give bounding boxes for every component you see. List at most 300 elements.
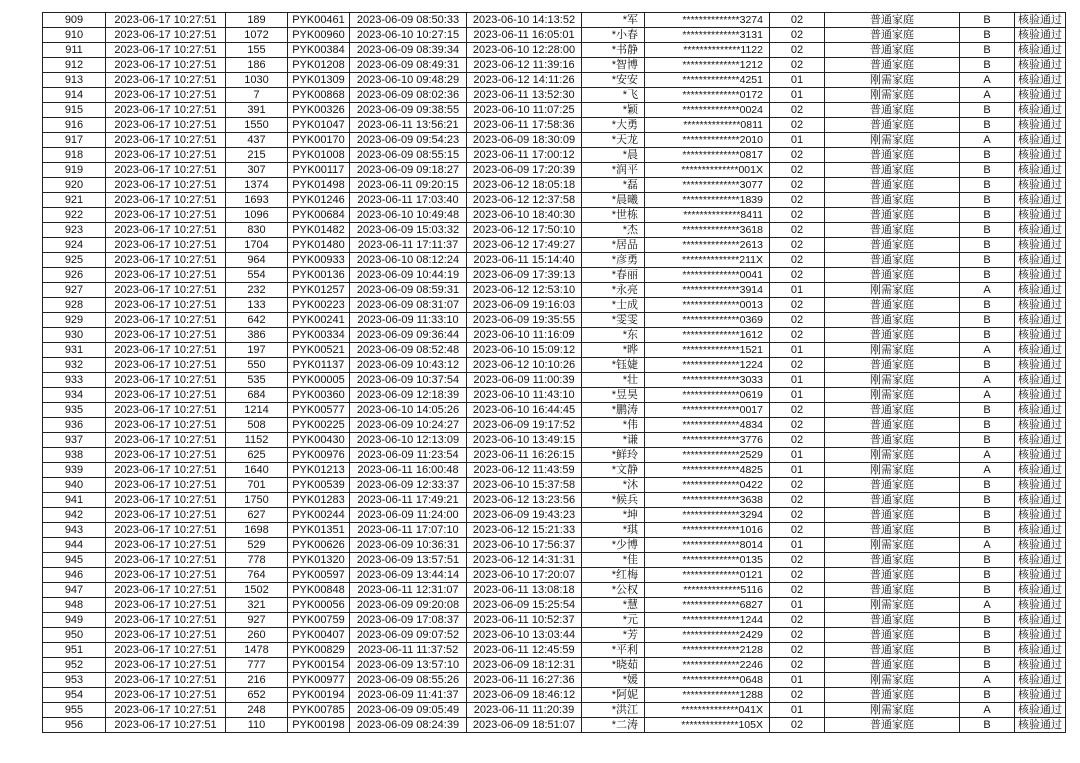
status-cell: 核验通过 <box>1015 43 1066 58</box>
count-cell: 02 <box>770 403 825 418</box>
table-row <box>43 343 1066 358</box>
count-cell: 02 <box>770 583 825 598</box>
status-cell: 核验通过 <box>1015 478 1066 493</box>
count-cell: 02 <box>770 148 825 163</box>
register-time-cell: 2023-06-09 08:39:34 <box>350 43 467 58</box>
table-row <box>43 418 1066 433</box>
review-time-cell: 2023-06-12 17:49:27 <box>467 238 582 253</box>
seq-cell: 924 <box>43 238 106 253</box>
count-cell: 01 <box>770 673 825 688</box>
seq-cell: 937 <box>43 433 106 448</box>
time-cell: 2023-06-17 10:27:51 <box>106 553 226 568</box>
seq-cell: 930 <box>43 328 106 343</box>
table-row <box>43 508 1066 523</box>
class-cell: B <box>960 193 1015 208</box>
queue-code-cell: PYK01480 <box>288 238 350 253</box>
family-type-cell: 刚需家庭 <box>825 673 960 688</box>
review-time-cell: 2023-06-11 16:05:01 <box>467 28 582 43</box>
queue-code-cell: PYK00868 <box>288 88 350 103</box>
class-cell: A <box>960 388 1015 403</box>
register-time-cell: 2023-06-09 08:02:36 <box>350 88 467 103</box>
seq-cell: 909 <box>43 13 106 28</box>
review-time-cell: 2023-06-09 19:16:03 <box>467 298 582 313</box>
count-cell: 02 <box>770 568 825 583</box>
status-cell: 核验通过 <box>1015 703 1066 718</box>
class-cell: B <box>960 103 1015 118</box>
count-cell: 02 <box>770 238 825 253</box>
number-cell: 701 <box>226 478 288 493</box>
time-cell: 2023-06-17 10:27:51 <box>106 298 226 313</box>
review-time-cell: 2023-06-10 11:07:25 <box>467 103 582 118</box>
number-cell: 684 <box>226 388 288 403</box>
number-cell: 554 <box>226 268 288 283</box>
time-cell: 2023-06-17 10:27:51 <box>106 463 226 478</box>
time-cell: 2023-06-17 10:27:51 <box>106 673 226 688</box>
number-cell: 1550 <box>226 118 288 133</box>
number-cell: 535 <box>226 373 288 388</box>
id-number-cell: **************3638 <box>645 493 770 508</box>
id-number-cell: **************1288 <box>645 688 770 703</box>
review-time-cell: 2023-06-09 18:30:09 <box>467 133 582 148</box>
seq-cell: 927 <box>43 283 106 298</box>
class-cell: B <box>960 583 1015 598</box>
table-row <box>43 688 1066 703</box>
number-cell: 964 <box>226 253 288 268</box>
id-number-cell: **************3294 <box>645 508 770 523</box>
seq-cell: 948 <box>43 598 106 613</box>
register-time-cell: 2023-06-09 11:33:10 <box>350 313 467 328</box>
number-cell: 1640 <box>226 463 288 478</box>
review-time-cell: 2023-06-09 17:39:13 <box>467 268 582 283</box>
status-cell: 核验通过 <box>1015 523 1066 538</box>
seq-cell: 932 <box>43 358 106 373</box>
count-cell: 02 <box>770 328 825 343</box>
class-cell: B <box>960 508 1015 523</box>
review-time-cell: 2023-06-11 17:00:12 <box>467 148 582 163</box>
class-cell: B <box>960 163 1015 178</box>
count-cell: 02 <box>770 688 825 703</box>
name-cell: *阿妮 <box>582 688 645 703</box>
table-body <box>43 13 1066 733</box>
name-cell: *坤 <box>582 508 645 523</box>
number-cell: 260 <box>226 628 288 643</box>
class-cell: B <box>960 493 1015 508</box>
count-cell: 02 <box>770 718 825 733</box>
status-cell: 核验通过 <box>1015 508 1066 523</box>
family-type-cell: 刚需家庭 <box>825 73 960 88</box>
class-cell: A <box>960 283 1015 298</box>
name-cell: *媛 <box>582 673 645 688</box>
queue-code-cell: PYK01246 <box>288 193 350 208</box>
name-cell: *洪江 <box>582 703 645 718</box>
review-time-cell: 2023-06-09 19:17:52 <box>467 418 582 433</box>
time-cell: 2023-06-17 10:27:51 <box>106 313 226 328</box>
seq-cell: 917 <box>43 133 106 148</box>
time-cell: 2023-06-17 10:27:51 <box>106 118 226 133</box>
seq-cell: 933 <box>43 373 106 388</box>
id-number-cell: **************0041 <box>645 268 770 283</box>
class-cell: B <box>960 328 1015 343</box>
seq-cell: 951 <box>43 643 106 658</box>
queue-code-cell: PYK00626 <box>288 538 350 553</box>
table-row <box>43 703 1066 718</box>
seq-cell: 946 <box>43 568 106 583</box>
review-time-cell: 2023-06-09 18:46:12 <box>467 688 582 703</box>
status-cell: 核验通过 <box>1015 88 1066 103</box>
id-number-cell: **************041X <box>645 703 770 718</box>
number-cell: 1704 <box>226 238 288 253</box>
name-cell: *颖 <box>582 103 645 118</box>
id-number-cell: **************3033 <box>645 373 770 388</box>
table-row <box>43 58 1066 73</box>
time-cell: 2023-06-17 10:27:51 <box>106 88 226 103</box>
count-cell: 02 <box>770 478 825 493</box>
time-cell: 2023-06-17 10:27:51 <box>106 688 226 703</box>
id-number-cell: **************4834 <box>645 418 770 433</box>
status-cell: 核验通过 <box>1015 433 1066 448</box>
class-cell: B <box>960 628 1015 643</box>
id-number-cell: **************0422 <box>645 478 770 493</box>
seq-cell: 940 <box>43 478 106 493</box>
name-cell: *军 <box>582 13 645 28</box>
family-type-cell: 普通家庭 <box>825 508 960 523</box>
time-cell: 2023-06-17 10:27:51 <box>106 268 226 283</box>
number-cell: 386 <box>226 328 288 343</box>
number-cell: 437 <box>226 133 288 148</box>
seq-cell: 944 <box>43 538 106 553</box>
status-cell: 核验通过 <box>1015 148 1066 163</box>
table-row <box>43 523 1066 538</box>
status-cell: 核验通过 <box>1015 463 1066 478</box>
register-time-cell: 2023-06-09 09:36:44 <box>350 328 467 343</box>
count-cell: 01 <box>770 373 825 388</box>
count-cell: 01 <box>770 343 825 358</box>
id-number-cell: **************0369 <box>645 313 770 328</box>
review-time-cell: 2023-06-10 13:49:15 <box>467 433 582 448</box>
register-time-cell: 2023-06-09 09:05:49 <box>350 703 467 718</box>
review-time-cell: 2023-06-10 13:03:44 <box>467 628 582 643</box>
time-cell: 2023-06-17 10:27:51 <box>106 343 226 358</box>
number-cell: 186 <box>226 58 288 73</box>
time-cell: 2023-06-17 10:27:51 <box>106 133 226 148</box>
review-time-cell: 2023-06-12 14:11:26 <box>467 73 582 88</box>
review-time-cell: 2023-06-11 13:52:30 <box>467 88 582 103</box>
time-cell: 2023-06-17 10:27:51 <box>106 658 226 673</box>
status-cell: 核验通过 <box>1015 328 1066 343</box>
family-type-cell: 刚需家庭 <box>825 463 960 478</box>
register-time-cell: 2023-06-09 10:24:27 <box>350 418 467 433</box>
register-time-cell: 2023-06-09 11:23:54 <box>350 448 467 463</box>
register-time-cell: 2023-06-09 08:52:48 <box>350 343 467 358</box>
count-cell: 02 <box>770 178 825 193</box>
register-time-cell: 2023-06-11 09:20:15 <box>350 178 467 193</box>
family-type-cell: 普通家庭 <box>825 193 960 208</box>
time-cell: 2023-06-17 10:27:51 <box>106 163 226 178</box>
queue-code-cell: PYK00154 <box>288 658 350 673</box>
family-type-cell: 普通家庭 <box>825 358 960 373</box>
seq-cell: 947 <box>43 583 106 598</box>
seq-cell: 918 <box>43 148 106 163</box>
review-time-cell: 2023-06-09 19:43:23 <box>467 508 582 523</box>
id-number-cell: **************2246 <box>645 658 770 673</box>
status-cell: 核验通过 <box>1015 268 1066 283</box>
id-number-cell: **************2128 <box>645 643 770 658</box>
number-cell: 1478 <box>226 643 288 658</box>
class-cell: B <box>960 523 1015 538</box>
review-time-cell: 2023-06-11 12:45:59 <box>467 643 582 658</box>
status-cell: 核验通过 <box>1015 223 1066 238</box>
class-cell: B <box>960 13 1015 28</box>
time-cell: 2023-06-17 10:27:51 <box>106 13 226 28</box>
review-time-cell: 2023-06-10 14:13:52 <box>467 13 582 28</box>
seq-cell: 914 <box>43 88 106 103</box>
family-type-cell: 刚需家庭 <box>825 343 960 358</box>
register-time-cell: 2023-06-09 08:49:31 <box>350 58 467 73</box>
family-type-cell: 普通家庭 <box>825 493 960 508</box>
seq-cell: 956 <box>43 718 106 733</box>
count-cell: 01 <box>770 598 825 613</box>
number-cell: 391 <box>226 103 288 118</box>
number-cell: 529 <box>226 538 288 553</box>
time-cell: 2023-06-17 10:27:51 <box>106 208 226 223</box>
register-time-cell: 2023-06-11 11:37:52 <box>350 643 467 658</box>
seq-cell: 921 <box>43 193 106 208</box>
table-row <box>43 43 1066 58</box>
id-number-cell: **************2429 <box>645 628 770 643</box>
time-cell: 2023-06-17 10:27:51 <box>106 58 226 73</box>
class-cell: B <box>960 403 1015 418</box>
family-type-cell: 普通家庭 <box>825 718 960 733</box>
name-cell: *雯雯 <box>582 313 645 328</box>
count-cell: 02 <box>770 658 825 673</box>
family-type-cell: 普通家庭 <box>825 268 960 283</box>
queue-code-cell: PYK00597 <box>288 568 350 583</box>
name-cell: *天龙 <box>582 133 645 148</box>
class-cell: B <box>960 223 1015 238</box>
class-cell: B <box>960 313 1015 328</box>
seq-cell: 920 <box>43 178 106 193</box>
class-cell: A <box>960 673 1015 688</box>
family-type-cell: 普通家庭 <box>825 208 960 223</box>
status-cell: 核验通过 <box>1015 568 1066 583</box>
time-cell: 2023-06-17 10:27:51 <box>106 538 226 553</box>
table-row <box>43 253 1066 268</box>
table-row <box>43 193 1066 208</box>
number-cell: 133 <box>226 298 288 313</box>
name-cell: *佳 <box>582 553 645 568</box>
count-cell: 01 <box>770 73 825 88</box>
register-time-cell: 2023-06-10 12:13:09 <box>350 433 467 448</box>
class-cell: B <box>960 148 1015 163</box>
register-time-cell: 2023-06-09 13:57:51 <box>350 553 467 568</box>
queue-code-cell: PYK00539 <box>288 478 350 493</box>
id-number-cell: **************3618 <box>645 223 770 238</box>
name-cell: *小春 <box>582 28 645 43</box>
table-row <box>43 718 1066 733</box>
class-cell: B <box>960 118 1015 133</box>
queue-code-cell: PYK00194 <box>288 688 350 703</box>
seq-cell: 929 <box>43 313 106 328</box>
number-cell: 642 <box>226 313 288 328</box>
class-cell: B <box>960 718 1015 733</box>
status-cell: 核验通过 <box>1015 418 1066 433</box>
count-cell: 02 <box>770 253 825 268</box>
name-cell: *壮 <box>582 373 645 388</box>
register-time-cell: 2023-06-09 10:44:19 <box>350 268 467 283</box>
review-time-cell: 2023-06-09 15:25:54 <box>467 598 582 613</box>
class-cell: A <box>960 133 1015 148</box>
number-cell: 1152 <box>226 433 288 448</box>
family-type-cell: 普通家庭 <box>825 658 960 673</box>
table-row <box>43 103 1066 118</box>
register-time-cell: 2023-06-09 08:55:26 <box>350 673 467 688</box>
id-number-cell: **************4251 <box>645 73 770 88</box>
name-cell: *书静 <box>582 43 645 58</box>
table-row <box>43 478 1066 493</box>
seq-cell: 915 <box>43 103 106 118</box>
name-cell: *琪 <box>582 523 645 538</box>
name-cell: *元 <box>582 613 645 628</box>
id-number-cell: **************0811 <box>645 118 770 133</box>
family-type-cell: 普通家庭 <box>825 328 960 343</box>
seq-cell: 935 <box>43 403 106 418</box>
review-time-cell: 2023-06-11 16:27:36 <box>467 673 582 688</box>
status-cell: 核验通过 <box>1015 403 1066 418</box>
seq-cell: 926 <box>43 268 106 283</box>
table-row <box>43 553 1066 568</box>
count-cell: 01 <box>770 448 825 463</box>
time-cell: 2023-06-17 10:27:51 <box>106 718 226 733</box>
queue-code-cell: PYK00005 <box>288 373 350 388</box>
table-row <box>43 658 1066 673</box>
table-row <box>43 463 1066 478</box>
name-cell: *红梅 <box>582 568 645 583</box>
count-cell: 01 <box>770 88 825 103</box>
count-cell: 02 <box>770 208 825 223</box>
table-row <box>43 28 1066 43</box>
time-cell: 2023-06-17 10:27:51 <box>106 598 226 613</box>
class-cell: B <box>960 613 1015 628</box>
review-time-cell: 2023-06-09 19:35:55 <box>467 313 582 328</box>
review-time-cell: 2023-06-10 11:43:10 <box>467 388 582 403</box>
family-type-cell: 普通家庭 <box>825 553 960 568</box>
number-cell: 625 <box>226 448 288 463</box>
id-number-cell: **************1521 <box>645 343 770 358</box>
queue-code-cell: PYK00430 <box>288 433 350 448</box>
status-cell: 核验通过 <box>1015 313 1066 328</box>
number-cell: 830 <box>226 223 288 238</box>
records-table <box>42 12 1066 733</box>
seq-cell: 928 <box>43 298 106 313</box>
queue-code-cell: PYK00225 <box>288 418 350 433</box>
number-cell: 215 <box>226 148 288 163</box>
time-cell: 2023-06-17 10:27:51 <box>106 283 226 298</box>
class-cell: A <box>960 598 1015 613</box>
queue-code-cell: PYK01257 <box>288 283 350 298</box>
class-cell: B <box>960 298 1015 313</box>
status-cell: 核验通过 <box>1015 673 1066 688</box>
queue-code-cell: PYK00244 <box>288 508 350 523</box>
review-time-cell: 2023-06-12 18:05:18 <box>467 178 582 193</box>
name-cell: *昱昊 <box>582 388 645 403</box>
name-cell: *钰婕 <box>582 358 645 373</box>
name-cell: *智博 <box>582 58 645 73</box>
family-type-cell: 普通家庭 <box>825 148 960 163</box>
queue-code-cell: PYK00407 <box>288 628 350 643</box>
name-cell: *大勇 <box>582 118 645 133</box>
id-number-cell: **************0121 <box>645 568 770 583</box>
seq-cell: 931 <box>43 343 106 358</box>
status-cell: 核验通过 <box>1015 553 1066 568</box>
count-cell: 02 <box>770 13 825 28</box>
review-time-cell: 2023-06-09 18:51:07 <box>467 718 582 733</box>
table-row <box>43 433 1066 448</box>
count-cell: 01 <box>770 538 825 553</box>
number-cell: 307 <box>226 163 288 178</box>
count-cell: 02 <box>770 223 825 238</box>
register-time-cell: 2023-06-09 09:07:52 <box>350 628 467 643</box>
table-row <box>43 538 1066 553</box>
table-row <box>43 373 1066 388</box>
id-number-cell: **************001X <box>645 163 770 178</box>
number-cell: 189 <box>226 13 288 28</box>
queue-code-cell: PYK01137 <box>288 358 350 373</box>
name-cell: *公权 <box>582 583 645 598</box>
name-cell: *少博 <box>582 538 645 553</box>
count-cell: 02 <box>770 643 825 658</box>
family-type-cell: 普通家庭 <box>825 403 960 418</box>
family-type-cell: 普通家庭 <box>825 13 960 28</box>
status-cell: 核验通过 <box>1015 373 1066 388</box>
time-cell: 2023-06-17 10:27:51 <box>106 643 226 658</box>
register-time-cell: 2023-06-10 10:27:15 <box>350 28 467 43</box>
seq-cell: 912 <box>43 58 106 73</box>
queue-code-cell: PYK00223 <box>288 298 350 313</box>
number-cell: 778 <box>226 553 288 568</box>
seq-cell: 941 <box>43 493 106 508</box>
review-time-cell: 2023-06-12 12:37:58 <box>467 193 582 208</box>
id-number-cell: **************4825 <box>645 463 770 478</box>
family-type-cell: 普通家庭 <box>825 418 960 433</box>
name-cell: *飞 <box>582 88 645 103</box>
time-cell: 2023-06-17 10:27:51 <box>106 28 226 43</box>
time-cell: 2023-06-17 10:27:51 <box>106 358 226 373</box>
id-number-cell: **************8014 <box>645 538 770 553</box>
family-type-cell: 普通家庭 <box>825 58 960 73</box>
review-time-cell: 2023-06-11 16:26:15 <box>467 448 582 463</box>
time-cell: 2023-06-17 10:27:51 <box>106 418 226 433</box>
family-type-cell: 普通家庭 <box>825 223 960 238</box>
status-cell: 核验通过 <box>1015 238 1066 253</box>
queue-code-cell: PYK01283 <box>288 493 350 508</box>
queue-code-cell: PYK00577 <box>288 403 350 418</box>
seq-cell: 925 <box>43 253 106 268</box>
register-time-cell: 2023-06-09 09:54:23 <box>350 133 467 148</box>
class-cell: B <box>960 178 1015 193</box>
count-cell: 02 <box>770 418 825 433</box>
table-row <box>43 403 1066 418</box>
number-cell: 1693 <box>226 193 288 208</box>
status-cell: 核验通过 <box>1015 178 1066 193</box>
table-row <box>43 388 1066 403</box>
table-row <box>43 568 1066 583</box>
status-cell: 核验通过 <box>1015 448 1066 463</box>
queue-code-cell: PYK00056 <box>288 598 350 613</box>
name-cell: *世栋 <box>582 208 645 223</box>
register-time-cell: 2023-06-11 13:56:21 <box>350 118 467 133</box>
queue-code-cell: PYK00785 <box>288 703 350 718</box>
register-time-cell: 2023-06-11 17:11:37 <box>350 238 467 253</box>
